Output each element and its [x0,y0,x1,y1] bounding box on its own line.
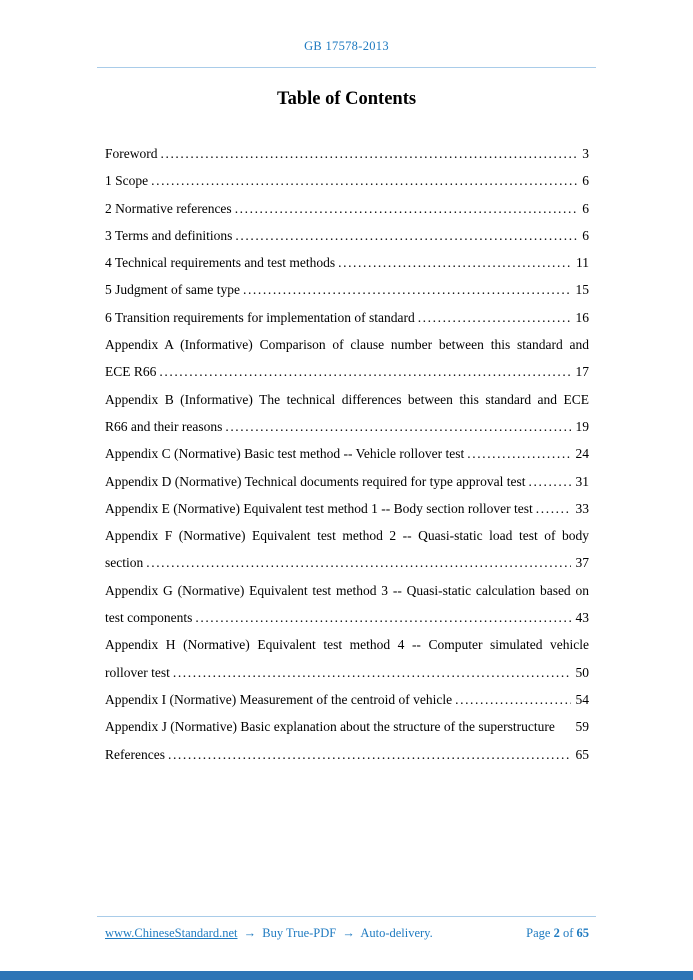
toc-entry [105,276,589,303]
toc-entry-line [105,222,589,249]
toc-entry [105,686,589,713]
toc-entry-line [105,713,589,740]
footer-divider [97,916,596,917]
toc-entry-text: Appendix J (Normative) Basic explanation about the structure of the superstructure [105,719,555,735]
toc-entry-text: Appendix E (Normative) Equivalent test method 1 -- Body section rollover test [105,500,533,516]
toc-dot-leader [558,713,571,740]
buy-pdf-label: Buy True-PDF [262,926,337,940]
toc-entry [105,140,589,167]
header-divider [97,67,596,68]
toc-page-number: 19 [575,418,589,434]
toc-entry-line [105,413,589,440]
toc-entry-text: rollover test [105,664,170,680]
toc-entry-line [105,495,589,522]
toc-entry-line [105,604,589,631]
toc-entry [105,440,589,467]
bottom-accent-bar [0,971,693,980]
toc-entry-line [105,549,589,576]
toc-dot-leader [529,468,571,495]
toc-page-number: 15 [575,282,589,298]
total-pages-number: 65 [576,926,589,940]
toc-page-number: 6 [582,173,589,189]
toc-dot-leader [146,549,570,576]
toc-dot-leader [235,195,578,222]
toc-entry [105,468,589,495]
toc-dot-leader [195,604,570,631]
toc-entry-line [105,659,589,686]
toc-entry-text: Appendix I (Normative) Measurement of the centroid of vehicle [105,691,453,707]
toc-entry-line [105,440,589,467]
toc-entry-text: Appendix G (Normative) Equivalent test method 3 -- Quasi-static calculation based on [105,582,589,598]
of-label: of [562,926,574,940]
toc-page-number: 43 [575,610,589,626]
toc-entry [105,304,589,331]
toc-entry-text: 6 Transition requirements for implementation of standard [105,309,415,325]
toc-page-number: 6 [582,200,589,216]
toc-entry-text: ECE R66 [105,364,157,380]
toc-page-number: 33 [575,500,589,516]
toc-entry-text: Appendix F (Normative) Equivalent test method 2 -- Quasi-static load test of body [105,528,589,544]
toc-page-number: 17 [575,364,589,380]
toc-entry-line [105,468,589,495]
toc-entry-line [105,276,589,303]
toc-entry-text: Appendix B (Informative) The technical differences between this standard and ECE [105,391,589,407]
toc-entry [105,713,589,740]
toc-page-number: 65 [575,746,589,762]
toc-entry-text: Foreword [105,146,158,161]
toc-entry-text: Appendix C (Normative) Basic test method -- Vehicle rollover test [105,446,465,462]
toc-entry [105,522,589,577]
delivery-label: Auto-delivery. [360,926,433,940]
toc-entry-text: section [105,555,144,571]
toc-entry-line [105,686,589,713]
toc-entry [105,386,589,441]
toc-dot-leader [168,741,571,768]
toc-page-number: 3 [582,146,589,161]
toc-page-number: 59 [575,719,589,735]
page-footer [0,916,693,941]
toc-page-number: 24 [575,446,589,462]
toc-page-number: 11 [576,255,589,271]
document-header [0,0,693,53]
toc-entry-line [105,249,589,276]
toc-entry-text: 5 Judgment of same type [105,282,240,298]
toc-entry [105,331,589,386]
toc-entry [105,167,589,194]
toc-entry-line [105,195,589,222]
page-title: Table of Contents [276,89,417,109]
toc-dot-leader [225,413,570,440]
toc-list [105,140,589,768]
toc-entry-text: Appendix A (Informative) Comparison of clause number between this standard and [105,337,589,353]
toc-entry-line [105,741,589,768]
toc-entry-text: 1 Scope [105,173,149,189]
toc-dot-leader [173,659,571,686]
toc-entry-line [105,358,589,385]
toc-page-number: 54 [575,691,589,707]
arrow-icon: → [342,926,355,940]
toc-page-number: 50 [575,664,589,680]
current-page-number: 2 [553,926,560,940]
footer-promo [105,926,436,941]
toc-entry [105,577,589,632]
toc-entry-text: R66 and their reasons [105,418,223,434]
toc-dot-leader [243,276,571,303]
standard-number: GB 17578-2013 [304,39,389,53]
toc-page-number: 37 [575,555,589,571]
toc-entry [105,222,589,249]
footer-row [105,926,589,941]
toc-entry-text: 2 Normative references [105,200,232,216]
toc-dot-leader [151,167,577,194]
toc-entry-text: 3 Terms and definitions [105,227,233,243]
toc-page-number: 16 [575,309,589,325]
toc-entry-line [105,140,589,167]
website-link[interactable]: www.ChineseStandard.net [105,926,238,940]
toc-dot-leader [235,222,577,249]
toc-page-number: 31 [575,473,589,489]
toc-entry-line [105,304,589,331]
toc-entry-text: test components [105,610,193,626]
toc-dot-leader [159,358,570,385]
toc-entry [105,631,589,686]
page-label: Page [526,926,551,940]
toc-dot-leader [536,495,571,522]
toc-entry [105,249,589,276]
page-indicator [526,926,589,941]
toc-entry-text: Appendix H (Normative) Equivalent test method 4 -- Computer simulated vehicle [105,637,589,653]
toc-dot-leader [455,686,570,713]
toc-entry [105,495,589,522]
toc-dot-leader [418,304,571,331]
toc-entry [105,195,589,222]
toc-dot-leader [338,249,571,276]
toc-entry-line [105,167,589,194]
toc-entry [105,741,589,768]
toc-dot-leader [161,140,578,167]
toc-entry-text: References [105,746,165,762]
toc-page-number: 6 [582,227,589,243]
toc-entry-text: Appendix D (Normative) Technical documents required for type approval test [105,473,526,489]
arrow-icon: → [243,926,257,940]
toc-entry-text: 4 Technical requirements and test methods [105,255,336,271]
toc-dot-leader [467,440,570,467]
